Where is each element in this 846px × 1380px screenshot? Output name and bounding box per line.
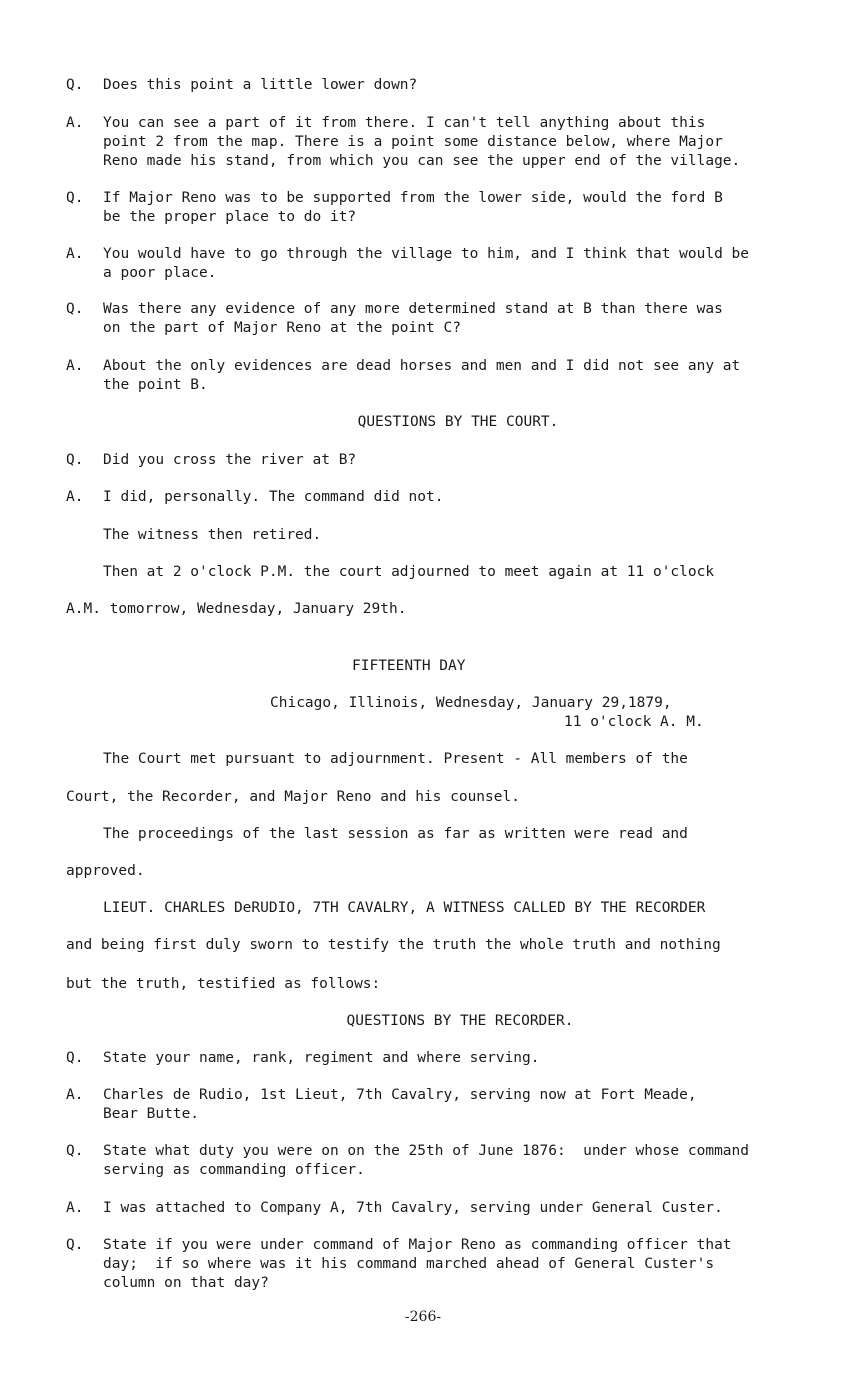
q-marker: Q. bbox=[66, 77, 84, 93]
question-text: Was there any evidence of any more determined stand at B than there was on the part of Major Reno at the point C? bbox=[103, 301, 723, 336]
q-marker: Q. bbox=[66, 190, 84, 206]
q-marker: Q. bbox=[66, 452, 84, 468]
paragraph-line: Court, the Recorder, and Major Reno and his counsel. bbox=[66, 789, 520, 805]
paragraph-line: and being first duly sworn to testify the truth the whole truth and nothing bbox=[66, 937, 721, 953]
q-marker: Q. bbox=[66, 1050, 84, 1066]
answer-text: I did, personally. The command did not. bbox=[103, 489, 444, 505]
question-text: If Major Reno was to be supported from the lower side, would the ford B be the proper place to do it? bbox=[103, 190, 723, 225]
a-marker: A. bbox=[66, 115, 84, 131]
answer-text: I was attached to Company A, 7th Cavalry, serving under General Custer. bbox=[103, 1200, 723, 1216]
question-text: State what duty you were on on the 25th of June 1876: under whose command serving as commanding officer. bbox=[103, 1143, 750, 1178]
answer-text: You can see a part of it from there. I can't tell anything about this point 2 from the map. There is a point some distance below, where Major Reno made his stand, from which you can see the upper end of the village. bbox=[103, 115, 741, 169]
answer-text: About the only evidences are dead horses and men and I did not see any at the point B. bbox=[103, 358, 741, 393]
a-marker: A. bbox=[66, 1200, 84, 1216]
paragraph-line: LIEUT. CHARLES DeRUDIO, 7TH CAVALRY, A WITNESS CALLED BY THE RECORDER bbox=[103, 900, 706, 916]
question-text: State if you were under command of Major Reno as commanding officer that day; if so where was it his command marched ahead of General Custer's column on that day? bbox=[103, 1237, 732, 1291]
answer-text: You would have to go through the village to him, and I think that would be a poor place. bbox=[103, 246, 750, 281]
q-marker: Q. bbox=[66, 1237, 84, 1253]
section-heading-recorder: QUESTIONS BY THE RECORDER. bbox=[346, 1013, 574, 1029]
a-marker: A. bbox=[66, 489, 84, 505]
paragraph-line: approved. bbox=[66, 863, 145, 879]
paragraph-line: The Court met pursuant to adjournment. Present - All members of the bbox=[103, 751, 688, 767]
page-number: -266- bbox=[404, 1309, 442, 1325]
a-marker: A. bbox=[66, 246, 84, 262]
section-heading-court: QUESTIONS BY THE COURT. bbox=[357, 414, 559, 430]
question-text: Did you cross the river at B? bbox=[103, 452, 357, 468]
q-marker: Q. bbox=[66, 301, 84, 317]
session-time: 11 o'clock A. M. bbox=[564, 714, 704, 730]
paragraph-line: The proceedings of the last session as far as written were read and bbox=[103, 826, 688, 842]
question-text: Does this point a little lower down? bbox=[103, 77, 418, 93]
adjournment-line: Then at 2 o'clock P.M. the court adjourned to meet again at 11 o'clock bbox=[103, 564, 715, 580]
place-date: Chicago, Illinois, Wednesday, January 29,1879, bbox=[270, 695, 672, 711]
day-heading: FIFTEENTH DAY bbox=[352, 658, 466, 674]
a-marker: A. bbox=[66, 1087, 84, 1103]
question-text: State your name, rank, regiment and where serving. bbox=[103, 1050, 540, 1066]
witness-retired: The witness then retired. bbox=[103, 527, 322, 543]
answer-text: Charles de Rudio, 1st Lieut, 7th Cavalry, serving now at Fort Meade, Bear Butte. bbox=[103, 1087, 697, 1122]
adjournment-line: A.M. tomorrow, Wednesday, January 29th. bbox=[66, 601, 407, 617]
a-marker: A. bbox=[66, 358, 84, 374]
paragraph-line: but the truth, testified as follows: bbox=[66, 976, 381, 992]
q-marker: Q. bbox=[66, 1143, 84, 1159]
